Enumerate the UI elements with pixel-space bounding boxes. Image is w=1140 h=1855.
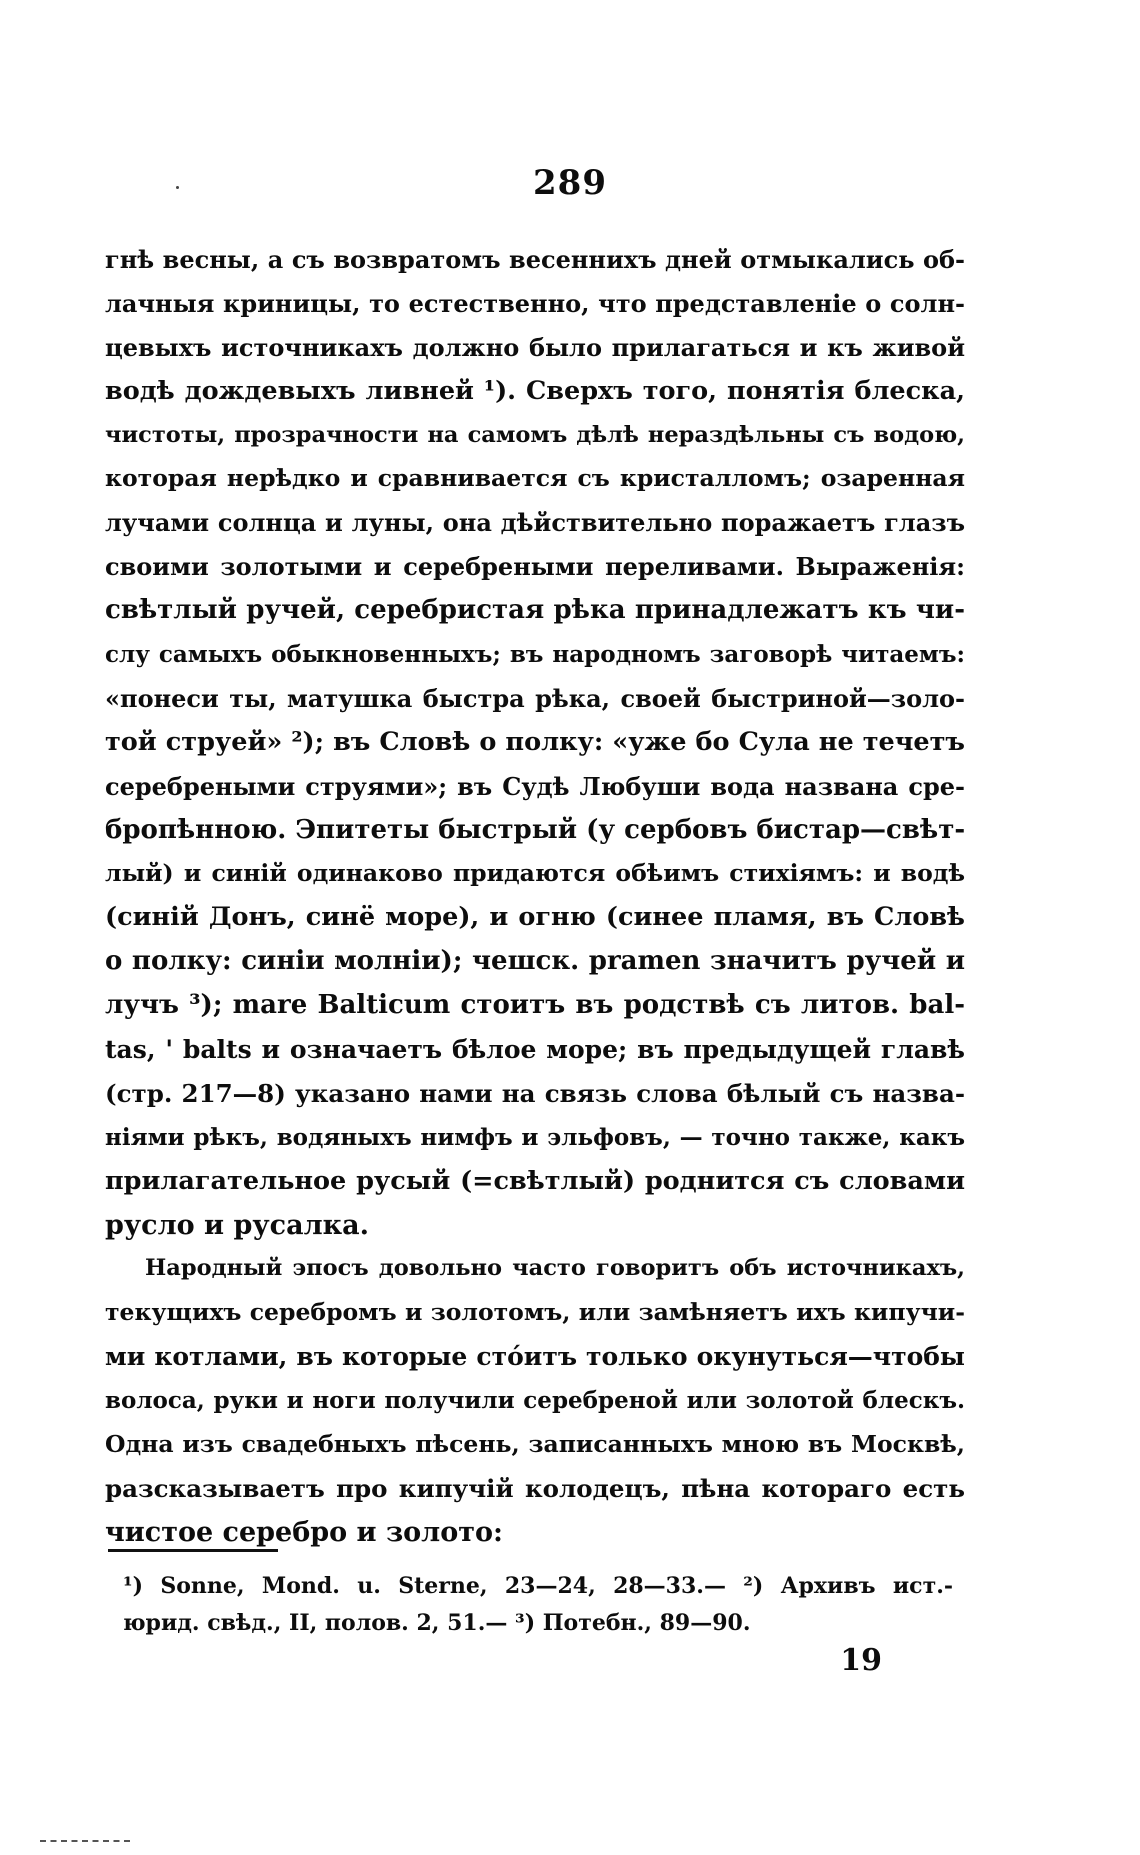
text-line: чистоты, прозрачности на самомъ дѣлѣ нераздѣльны съ водою, — [105, 421, 965, 448]
text-line: слу самыхъ обыкновенныхъ; въ народномъ заговорѣ читаемъ: — [105, 641, 965, 669]
footnotes — [123, 1568, 953, 1642]
text-line: tas, ' balts и означаетъ бѣлое море; въ предыдущей главѣ — [105, 1035, 965, 1065]
text-line: (синій Донъ, синё море), и огню (синее пламя, въ Словѣ — [105, 902, 965, 933]
text-line: лучами солнца и луны, она дѣйствительно поражаетъ глазъ — [105, 508, 965, 538]
text-line: (стр. 217—8) указано нами на связь слова бѣлый съ назва- — [105, 1078, 965, 1108]
text-line: лый) и синій одинаково придаются обѣимъ стихіямъ: и водѣ — [105, 859, 965, 888]
scan-artifact — [40, 1840, 130, 1842]
footnote-line: ¹) Sonne, Mond. u. Sterne, 23—24, 28—33.— ²) Архивъ ист.- — [123, 1573, 953, 1599]
text-line: разсказываетъ про кипучій колодецъ, пѣна котораго есть — [105, 1473, 965, 1503]
page-number: 289 — [533, 163, 607, 203]
text-line: которая нерѣдко и сравнивается съ кристалломъ; озаренная — [105, 464, 965, 493]
text-line: прилагательное русый (=свѣтлый) роднится съ словами — [105, 1165, 965, 1196]
text-line: текущихъ серебромъ и золотомъ, или замѣняетъ ихъ кипучи- — [105, 1298, 965, 1327]
text-line: о полку: синіи молніи); чешск. pramen значитъ ручей и — [105, 946, 965, 977]
text-line: «понеси ты, матушка быстра рѣка, своей быстриной—золо- — [105, 683, 965, 713]
text-line: лучъ ³); mare Balticum стоитъ въ родствѣ съ литов. bal- — [105, 990, 965, 1021]
text-line: своими золотыми и серебреными переливами. Выраженія: — [105, 552, 965, 582]
signature-mark: 19 — [840, 1643, 882, 1678]
text-line: свѣтлый ручей, серебристая рѣка принадлежатъ къ чи- — [105, 595, 965, 626]
text-line: русло и русалка. — [105, 1209, 370, 1241]
text-line: Народный эпосъ довольно часто говоритъ объ источникахъ, — [145, 1255, 965, 1282]
text-line: серебреными струями»; въ Судѣ Любуши вода названа сре- — [105, 771, 965, 801]
footnote-rule — [108, 1549, 278, 1552]
text-line: гнѣ весны, а съ возвратомъ весеннихъ дней отмыкались об- — [105, 245, 965, 274]
body-text — [105, 238, 965, 1555]
text-line: чистое серебро и золото: — [105, 1516, 503, 1548]
text-line: водѣ дождевыхъ ливней ¹). Сверхъ того, понятія блеска, — [105, 375, 965, 406]
text-line: ніями рѣкъ, водяныхъ нимфъ и эльфовъ, — точно также, какъ — [105, 1123, 965, 1151]
text-line: волоса, руки и ноги получили серебреной или золотой блескъ. — [105, 1387, 965, 1415]
text-line: Одна изъ свадебныхъ пѣсень, записанныхъ мною въ Москвѣ, — [105, 1430, 965, 1459]
text-line: ми котлами, въ которые стóитъ только окунуться—чтобы — [105, 1342, 965, 1372]
text-line: той струей» ²); въ Словѣ о полку: «уже бо Сула не течетъ — [105, 726, 965, 757]
text-line: бропѣнною. Эпитеты быстрый (у сербовъ бистар—свѣт- — [105, 814, 965, 845]
footnote-line: юрид. свѣд., II, полов. 2, 51.— ³) Потебн., 89—90. — [123, 1610, 751, 1636]
text-line: цевыхъ источникахъ должно было прилагаться и къ живой — [105, 332, 965, 362]
text-line: лачныя криницы, то естественно, что представленіе о солн- — [105, 288, 965, 318]
